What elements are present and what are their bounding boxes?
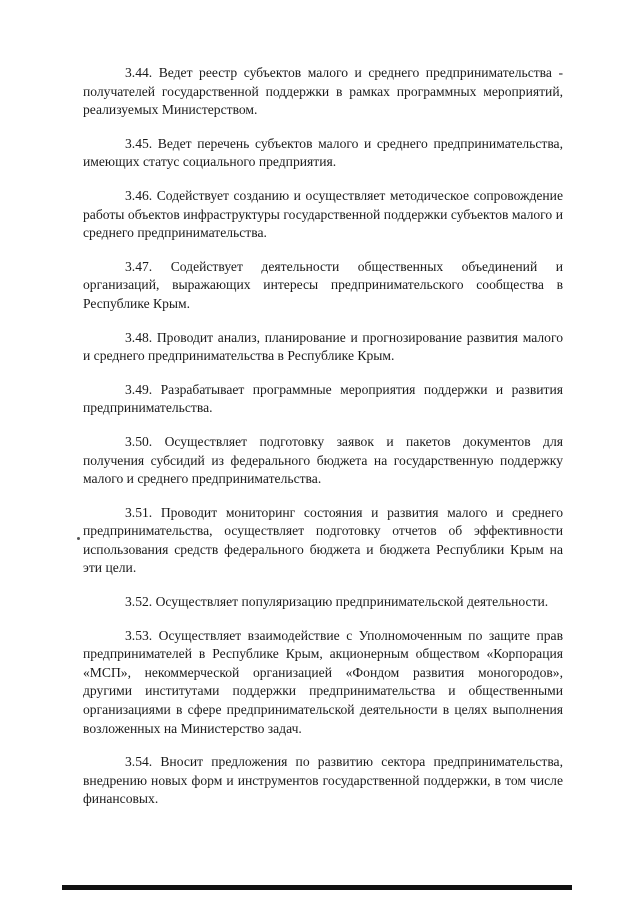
paragraph-3-52: 3.52. Осуществляет популяризацию предпринимательской деятельности. <box>125 594 549 610</box>
document-body <box>83 64 563 824</box>
paragraph-3-44: 3.44. Ведет реестр субъектов малого и среднего предпринимательства - получателей государственной поддержки в рамках программных мероприятий, реализуемых Министерством. <box>83 65 563 118</box>
paragraph-3-46: 3.46. Содействует созданию и осуществляет методическое сопровождение работы объектов инфраструктуры государственной поддержки субъектов малого и среднего предпринимательства. <box>83 187 563 241</box>
paragraph-3-50: 3.50. Осуществляет подготовку заявок и пакетов документов для получения субсидий из федерального бюджета на государственную поддержку малого и среднего предпринимательства. <box>83 433 563 487</box>
scan-artifact-dot <box>77 537 80 540</box>
paragraph-3-51: 3.51. Проводит мониторинг состояния и развития малого и среднего предпринимательства, осуществляет подготовку отчетов об эффективности использования средств федерального бюджета и бюджета Республики Крым на эти цели. <box>83 504 563 576</box>
paragraph-3-45: 3.45. Ведет перечень субъектов малого и среднего предпринимательства, имеющих статус социального предприятия. <box>83 135 563 170</box>
paragraph-3-53: 3.53. Осуществляет взаимодействие с Уполномоченным по защите прав предпринимателей в Республике Крым, акционерным обществом «Корпорация «МСП», некоммерческой организацией «Фондом развития моногородов», другими институтами поддержки предпринимательства и общественными организациями в сфере предпринимательской деятельности в целях выполнения возложенных на Министерство задач. <box>83 627 563 736</box>
paragraph-3-54: 3.54. Вносит предложения по развитию сектора предпринимательства, внедрению новых форм и инструментов государственной поддержки, в том числе финансовых. <box>83 754 563 807</box>
paragraph-3-47: 3.47. Содействует деятельности общественных объединений и организаций, выражающих интересы предпринимательского сообщества в Республике Крым. <box>83 258 563 311</box>
scan-edge-line <box>62 885 572 890</box>
paragraph-3-49: 3.49. Разрабатывает программные мероприятия поддержки и развития предпринимательства. <box>83 381 563 416</box>
paragraph-3-48: 3.48. Проводит анализ, планирование и прогнозирование развития малого и среднего предпринимательства в Республике Крым. <box>83 329 563 364</box>
